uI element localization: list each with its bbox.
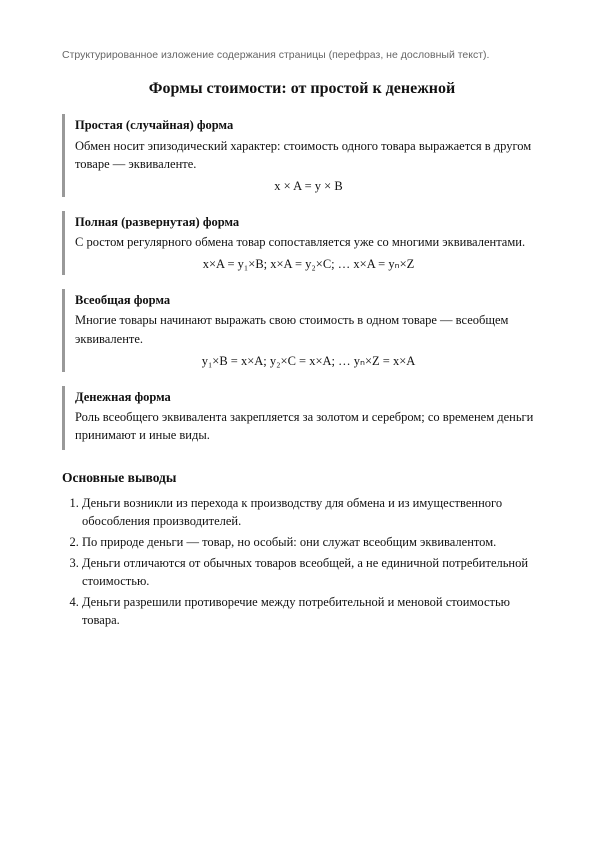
stage-name: Простая (случайная) форма: [75, 118, 234, 133]
conclusions-list: [62, 494, 542, 630]
stage-name: Всеобщая форма: [75, 293, 171, 308]
list-item: 2. По природе деньги — товар, но особый: они служат всеобщим эквивалентом.: [82, 533, 542, 551]
list-item: 4. Деньги разрешили противоречие между потребительной и меновой стоимостью товара.: [82, 593, 542, 629]
stage-general: [62, 289, 542, 372]
list-item: 3. Деньги отличаются от обычных товаров всеобщей, а не единичной потребительной стоимостью.: [82, 554, 542, 590]
stage-formula: y₁×B = x×A; y₂×C = x×A; … yₙ×Z = x×A: [201, 353, 416, 368]
stage-description: Многие товары начинают выражать свою стоимость в одном товаре — всеобщем эквиваленте.: [75, 313, 509, 346]
stage-description: С ростом регулярного обмена товар сопоставляется уже со многими эквивалентами.: [75, 235, 526, 250]
stage-name: Денежная форма: [75, 389, 171, 404]
stage-description: Роль всеобщего эквивалента закрепляется за золотом и серебром; со временем деньги принимают и иные виды.: [75, 409, 534, 443]
stage-formula: x × A = y × B: [274, 178, 343, 193]
stage-name: Полная (развернутая) форма: [75, 214, 240, 229]
stage-simple: [62, 114, 542, 197]
stage-formula: x×A = y₁×B; x×A = y₂×C; … x×A = yₙ×Z: [202, 257, 415, 272]
summary-note: Структурированное изложение содержания страницы (перефраз, не дословный текст).: [62, 49, 490, 61]
stage-money: [62, 386, 542, 450]
list-item: 1. Деньги возникли из перехода к производству для обмена и из имущественного обособления производителей.: [82, 494, 542, 530]
conclusions-heading: Основные выводы: [62, 470, 177, 486]
page-title: Формы стоимости: от простой к денежной: [148, 80, 456, 98]
stage-description: Обмен носит эпизодический характер: стоимость одного товара выражается в другом товаре — эквиваленте.: [75, 138, 532, 171]
stage-expanded: [62, 211, 542, 275]
